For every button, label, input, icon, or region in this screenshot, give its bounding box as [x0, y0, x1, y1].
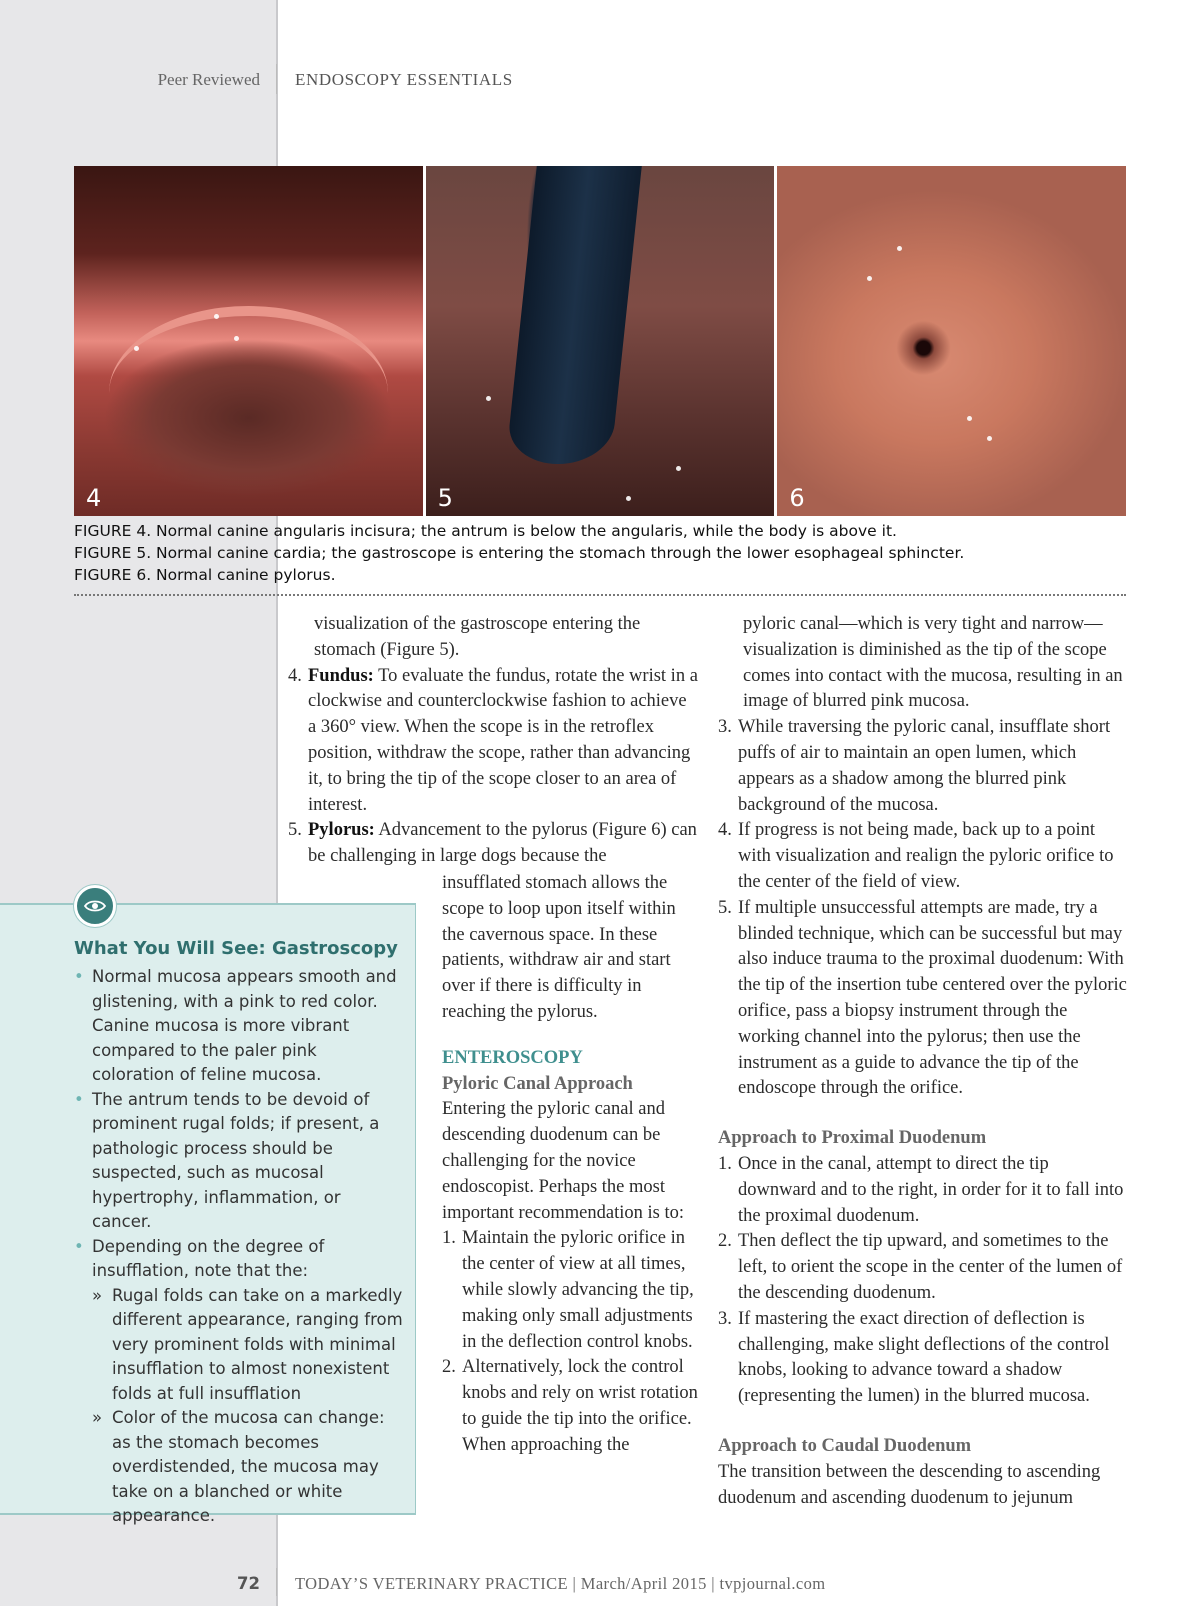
- figure-6-image: [777, 166, 1126, 516]
- caption-figure-5: FIGURE 5. Normal canine cardia; the gastroscope is entering the stomach through the lower esophageal sphincter.: [74, 544, 965, 562]
- section-title: ENDOSCOPY ESSENTIALS: [295, 70, 513, 89]
- column-1-upper: [288, 612, 698, 870]
- light-reflection: [134, 346, 139, 351]
- figure-5-image: [426, 166, 775, 516]
- figure-captions: [74, 520, 1134, 586]
- list-item: 3. If mastering the exact direction of deflection is challenging, make slight deflections of the control knobs, looking to advance toward a shadow (representing the lumen) in the blurred mucosa.: [718, 1308, 1110, 1407]
- sidebar-subbullet: » Rugal folds can take on a markedly different appearance, ranging from very prominent folds with minimal insufflation to almost nonexistent folds at full insufflation: [92, 1284, 404, 1407]
- list-item: 5. Pylorus: Advancement to the pylorus (Figure 6) can be challenging in large dogs because the: [288, 820, 697, 867]
- list-item: 4. Fundus: To evaluate the fundus, rotate the wrist in a clockwise and counterclockwise fashion to achieve a 360° view. When the scope is in the retroflex position, withdraw the scope, rather than advancing it, to bring the tip of the scope closer to an area of interest.: [288, 665, 698, 815]
- sidebar-sublist: [92, 1284, 404, 1529]
- subsection-heading: Approach to Proximal Duodenum: [718, 1128, 987, 1149]
- figure-number: 4: [86, 484, 102, 512]
- dotted-divider: [74, 594, 1126, 596]
- list-item: 2. Alternatively, lock the control knobs and rely on wrist rotation to guide the tip into the orifice.: [442, 1357, 698, 1429]
- light-reflection: [234, 336, 239, 341]
- header-divider: [276, 64, 277, 94]
- continued-paragraph: visualization of the gastroscope entering the stomach (Figure 5).: [314, 614, 641, 660]
- paragraph-tail: The transition between the descending to ascending duodenum and ascending duodenum to jejunum: [718, 1461, 1101, 1508]
- figure-row: [74, 166, 1126, 516]
- list-item: 1. Maintain the pyloric orifice in the center of view at all times, while slowly advancing the tip, making only small adjustments in the deflection control knobs.: [442, 1228, 694, 1352]
- light-reflection: [967, 416, 972, 421]
- sidebar-bullet: • Normal mucosa appears smooth and glistening, with a pink to red color. Canine mucosa is more vibrant compared to the paler pink coloration of feline mucosa.: [74, 965, 404, 1088]
- peer-reviewed-label: Peer Reviewed: [157, 70, 260, 89]
- eye-icon: [74, 885, 116, 927]
- figure-number: 5: [437, 484, 453, 512]
- light-reflection: [676, 466, 681, 471]
- sidebar-title: What You Will See: Gastroscopy: [74, 938, 398, 959]
- section-heading: ENTEROSCOPY: [442, 1047, 583, 1068]
- gastroscope-shadow: [506, 166, 646, 464]
- light-reflection: [897, 246, 902, 251]
- caption-figure-4: FIGURE 4. Normal canine angularis incisura; the antrum is below the angularis, while the body is above it.: [74, 522, 897, 540]
- rugal-fold: [109, 306, 388, 393]
- caption-figure-6: FIGURE 6. Normal canine pylorus.: [74, 566, 336, 584]
- light-reflection: [867, 276, 872, 281]
- list-item: 4. If progress is not being made, back up to a point with visualization and realign the pyloric orifice to the center of the field of view.: [718, 820, 1114, 892]
- list-item: 3. While traversing the pyloric canal, insufflate short puffs of air to maintain an open lumen, which appears as a shadow among the blurred pink background of the mucosa.: [718, 717, 1111, 815]
- item-label: Pylorus:: [308, 820, 375, 841]
- list-item: 2. Then deflect the tip upward, and sometimes to the left, to orient the scope in the center of the lumen of the descending duodenum.: [718, 1231, 1123, 1303]
- sidebar-list: [74, 965, 404, 1529]
- subsection-heading: Pyloric Canal Approach: [442, 1073, 633, 1094]
- list-item: 1. Once in the canal, attempt to direct the tip downward and to the right, in order for it to fall into the proximal duodenum.: [718, 1153, 1124, 1226]
- column-2: [718, 612, 1130, 1511]
- eye-icon-glyph: [84, 899, 106, 913]
- light-reflection: [987, 436, 992, 441]
- sidebar-subbullet: » Color of the mucosa can change: as the stomach becomes overdistended, the mucosa may take on a blanched or white appearance.: [92, 1406, 404, 1529]
- light-reflection: [626, 496, 631, 501]
- footer-divider: [276, 1568, 277, 1596]
- page-number: 72: [237, 1574, 260, 1593]
- sidebar-content: [74, 938, 404, 1529]
- intro-paragraph: Entering the pyloric canal and descending duodenum can be challenging for the novice endoscopist. Perhaps the most important recommendation is to:: [442, 1099, 684, 1223]
- column-1-lower: [442, 871, 698, 1459]
- continued-paragraph: insufflated stomach allows the scope to loop upon itself within the cavernous space. In these patients, withdraw air and start over if there is difficulty in reaching the pylorus.: [442, 873, 676, 1022]
- item-label: Fundus:: [308, 665, 374, 686]
- continued-paragraph: pyloric canal—which is very tight and narrow—visualization is diminished as the tip of the scope comes into contact with the mucosa, resulting in an image of blurred pink mucosa.: [743, 614, 1123, 712]
- light-reflection: [486, 396, 491, 401]
- sidebar-bullet: • The antrum tends to be devoid of prominent rugal folds; if present, a pathologic process should be suspected, such as mucosal hypertrophy, inflammation, or cancer.: [74, 1088, 404, 1235]
- footer-text: TODAY’S VETERINARY PRACTICE | March/April 2015 | tvpjournal.com: [295, 1574, 826, 1593]
- figure-4-image: [74, 166, 423, 516]
- sidebar-bullet: • Depending on the degree of insufflation, note that the: » Rugal folds can take on a markedly different appearance, ranging from very prominent folds with minimal insufflation to almost nonexistent folds at full insufflation » Color of the mucosa can change: as the stomach becomes overdistended, the mucosa may take on a blanched or white appearance.: [74, 1235, 404, 1529]
- figure-number: 6: [789, 484, 805, 512]
- paragraph-tail: When approaching the: [462, 1434, 630, 1455]
- subsection-heading: Approach to Caudal Duodenum: [718, 1435, 972, 1456]
- light-reflection: [214, 314, 219, 319]
- list-item: 5. If multiple unsuccessful attempts are made, try a blinded technique, which can be successful but may also induce trauma to the proximal duodenum: With the tip of the insertion tube centered over the pyloric orifice, pass a biopsy instrument through the working channel into the pylorus; then use the instrument as a guide to advance the tip of the endoscope through the orifice.: [718, 897, 1127, 1099]
